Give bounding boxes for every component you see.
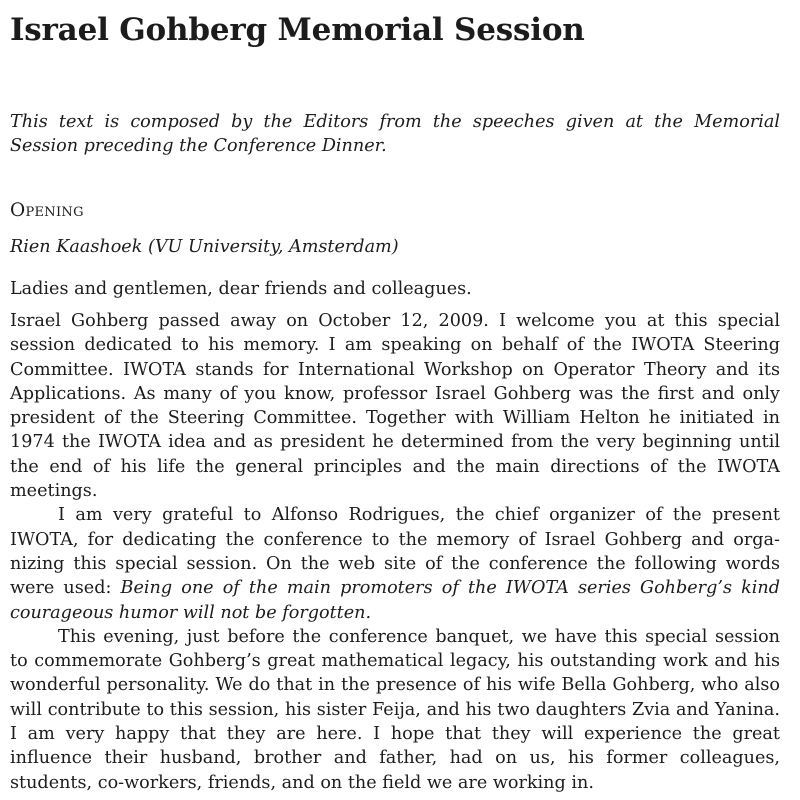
document-page <box>0 11 800 800</box>
paragraph-2-text: I am very grateful to Alfonso Rodrigues, the chief organizer of the present IWOTA, for dedicating the conference to the memory of Israel Gohberg and organizing this special session. On the web site of the conference the following words were used: <box>10 505 780 599</box>
section-heading: Opening <box>10 200 84 221</box>
editors-note: This text is composed by the Editors from the speeches given at the Memorial Session preceding the Conference Dinner. <box>10 112 780 156</box>
salutation: Ladies and gentlemen, dear friends and colleagues. <box>10 279 472 299</box>
paragraph-3: This evening, just before the conference banquet, we have this special session to commemorate Gohberg’s great mathematical legacy, his outstanding work and his wonderful personality. We do that in the presence of his wife Bella Gohberg, who also will contribute to this session, his sister Feija, and his two daughters Zvia and Yanina. I am very happy that they are here. I hope that they will experience the great influence their husband, brother and father, had on us, his former colleagues, students, co-workers, friends, and on the field we are working in. <box>10 626 780 793</box>
section-author: Rien Kaashoek (VU University, Amsterdam) <box>10 237 399 257</box>
paragraph-2-quote: Being one of the main promoters of the IWOTA series Gohberg’s kind courageous humor will not be forgotten. <box>10 578 780 623</box>
paragraph-2 <box>10 503 780 624</box>
page-title: Israel Gohberg Memorial Session <box>10 12 585 48</box>
paragraph-1: Israel Gohberg passed away on October 12, 2009. I welcome you at this special session dedicated to his memory. I am speaking on behalf of the IWOTA Steering Committee. IWOTA stands for International Workshop on Operator Theory and its Applications. As many of you know, professor Israel Gohberg was the first and only president of the Steering Committee. Together with William Helton he initiated in 1974 the IWOTA idea and as president he determined from the very beginning until the end of his life the general principles and the main directions of the IWOTA meetings. <box>10 311 780 502</box>
